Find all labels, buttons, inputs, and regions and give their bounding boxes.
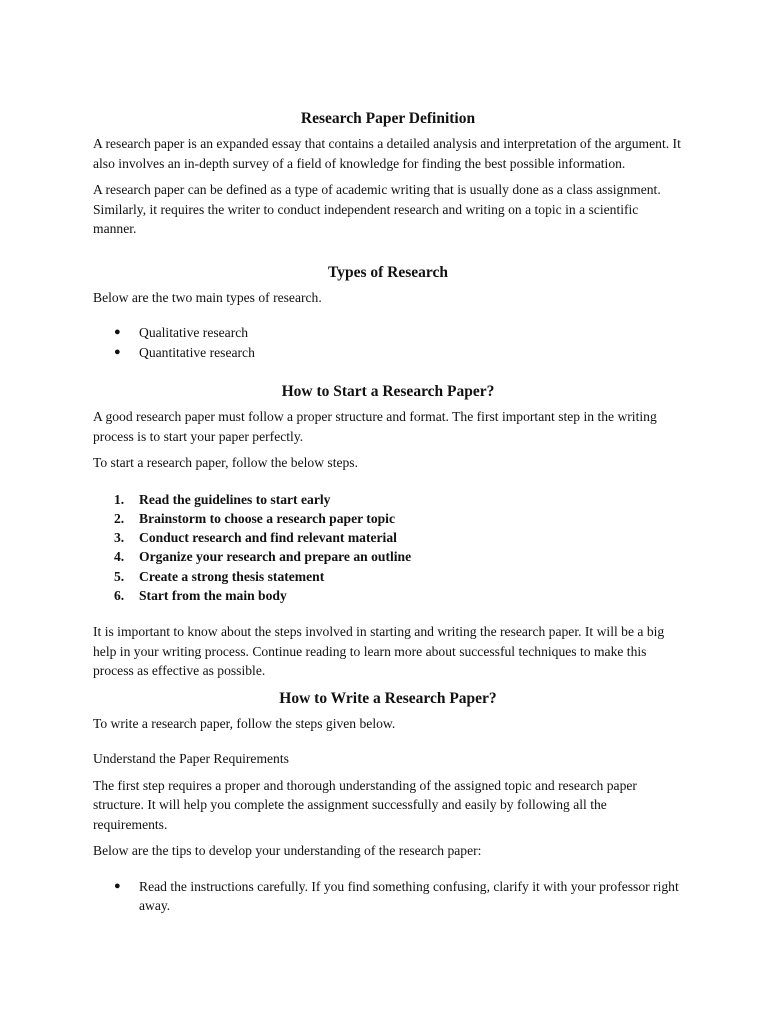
step-number: 4. [114, 549, 125, 565]
paragraph-write-intro: To write a research paper, follow the steps given below. [93, 715, 396, 731]
paragraph-types-intro: Below are the two main types of research. [93, 289, 322, 305]
paragraph-write-1: The first step requires a proper and thorough understanding of the assigned topic and research paper structure. It will help you complete the assignment successfully and easily by following all the requirements. [93, 777, 637, 832]
heading-research-paper-definition: Research Paper Definition [300, 110, 476, 127]
step-number: 2. [114, 510, 125, 526]
list-item-text: Read the instructions carefully. If you find something confusing, clarify it with your professor right away. [139, 878, 679, 914]
list-item [93, 343, 683, 363]
types-list [93, 323, 683, 362]
paragraph-definition-1: A research paper is an expanded essay that contains a detailed analysis and interpretation of the argument. It also involves an in-depth survey of a field of knowledge for finding the best possible information. [93, 136, 681, 171]
subheading-understand-requirements: Understand the Paper Requirements [93, 751, 289, 767]
step-text: Read the guidelines to start early [139, 491, 331, 507]
list-item [93, 586, 683, 605]
step-text: Conduct research and find relevant material [139, 530, 397, 546]
bullet-icon: ● [114, 879, 121, 892]
list-item [93, 547, 683, 566]
list-item [93, 323, 683, 343]
step-text: Create a strong thesis statement [139, 568, 325, 584]
paragraph-start-2: To start a research paper, follow the below steps. [93, 455, 358, 470]
list-item [93, 490, 683, 509]
paragraph-start-3: It is important to know about the steps involved in starting and writing the research paper. It will be a big help in your writing process. Continue reading to learn more about successful techniques to make this process as effective as possible. [93, 624, 665, 679]
heading-types-of-research: Types of Research [328, 263, 448, 281]
step-number: 5. [114, 568, 125, 584]
heading-how-to-write: How to Write a Research Paper? [279, 689, 497, 707]
bullet-icon: ● [114, 326, 121, 338]
step-number: 1. [114, 491, 125, 507]
step-text: Organize your research and prepare an outline [139, 549, 412, 565]
list-item [93, 877, 683, 916]
tips-list [93, 877, 683, 916]
heading-how-to-start: How to Start a Research Paper? [281, 383, 495, 400]
bullet-icon: ● [114, 345, 121, 358]
step-number: 3. [114, 530, 125, 546]
step-text: Brainstorm to choose a research paper topic [139, 510, 395, 526]
step-number: 6. [114, 587, 125, 603]
list-item [93, 567, 683, 586]
list-item [93, 528, 683, 547]
paragraph-write-2: Below are the tips to develop your understanding of the research paper: [93, 843, 482, 859]
list-item [93, 509, 683, 528]
steps-list [93, 490, 683, 606]
paragraph-definition-2: A research paper can be defined as a type of academic writing that is usually done as a class assignment. Similarly, it requires the writer to conduct independent research and writing on a topic in a scientific manner. [93, 182, 661, 236]
document-page [93, 106, 683, 916]
list-item-text: Qualitative research [139, 325, 249, 340]
step-text: Start from the main body [139, 587, 287, 603]
list-item-text: Quantitative research [139, 344, 255, 360]
paragraph-start-1: A good research paper must follow a proper structure and format. The first important step in the writing process is to start your paper perfectly. [93, 409, 657, 444]
